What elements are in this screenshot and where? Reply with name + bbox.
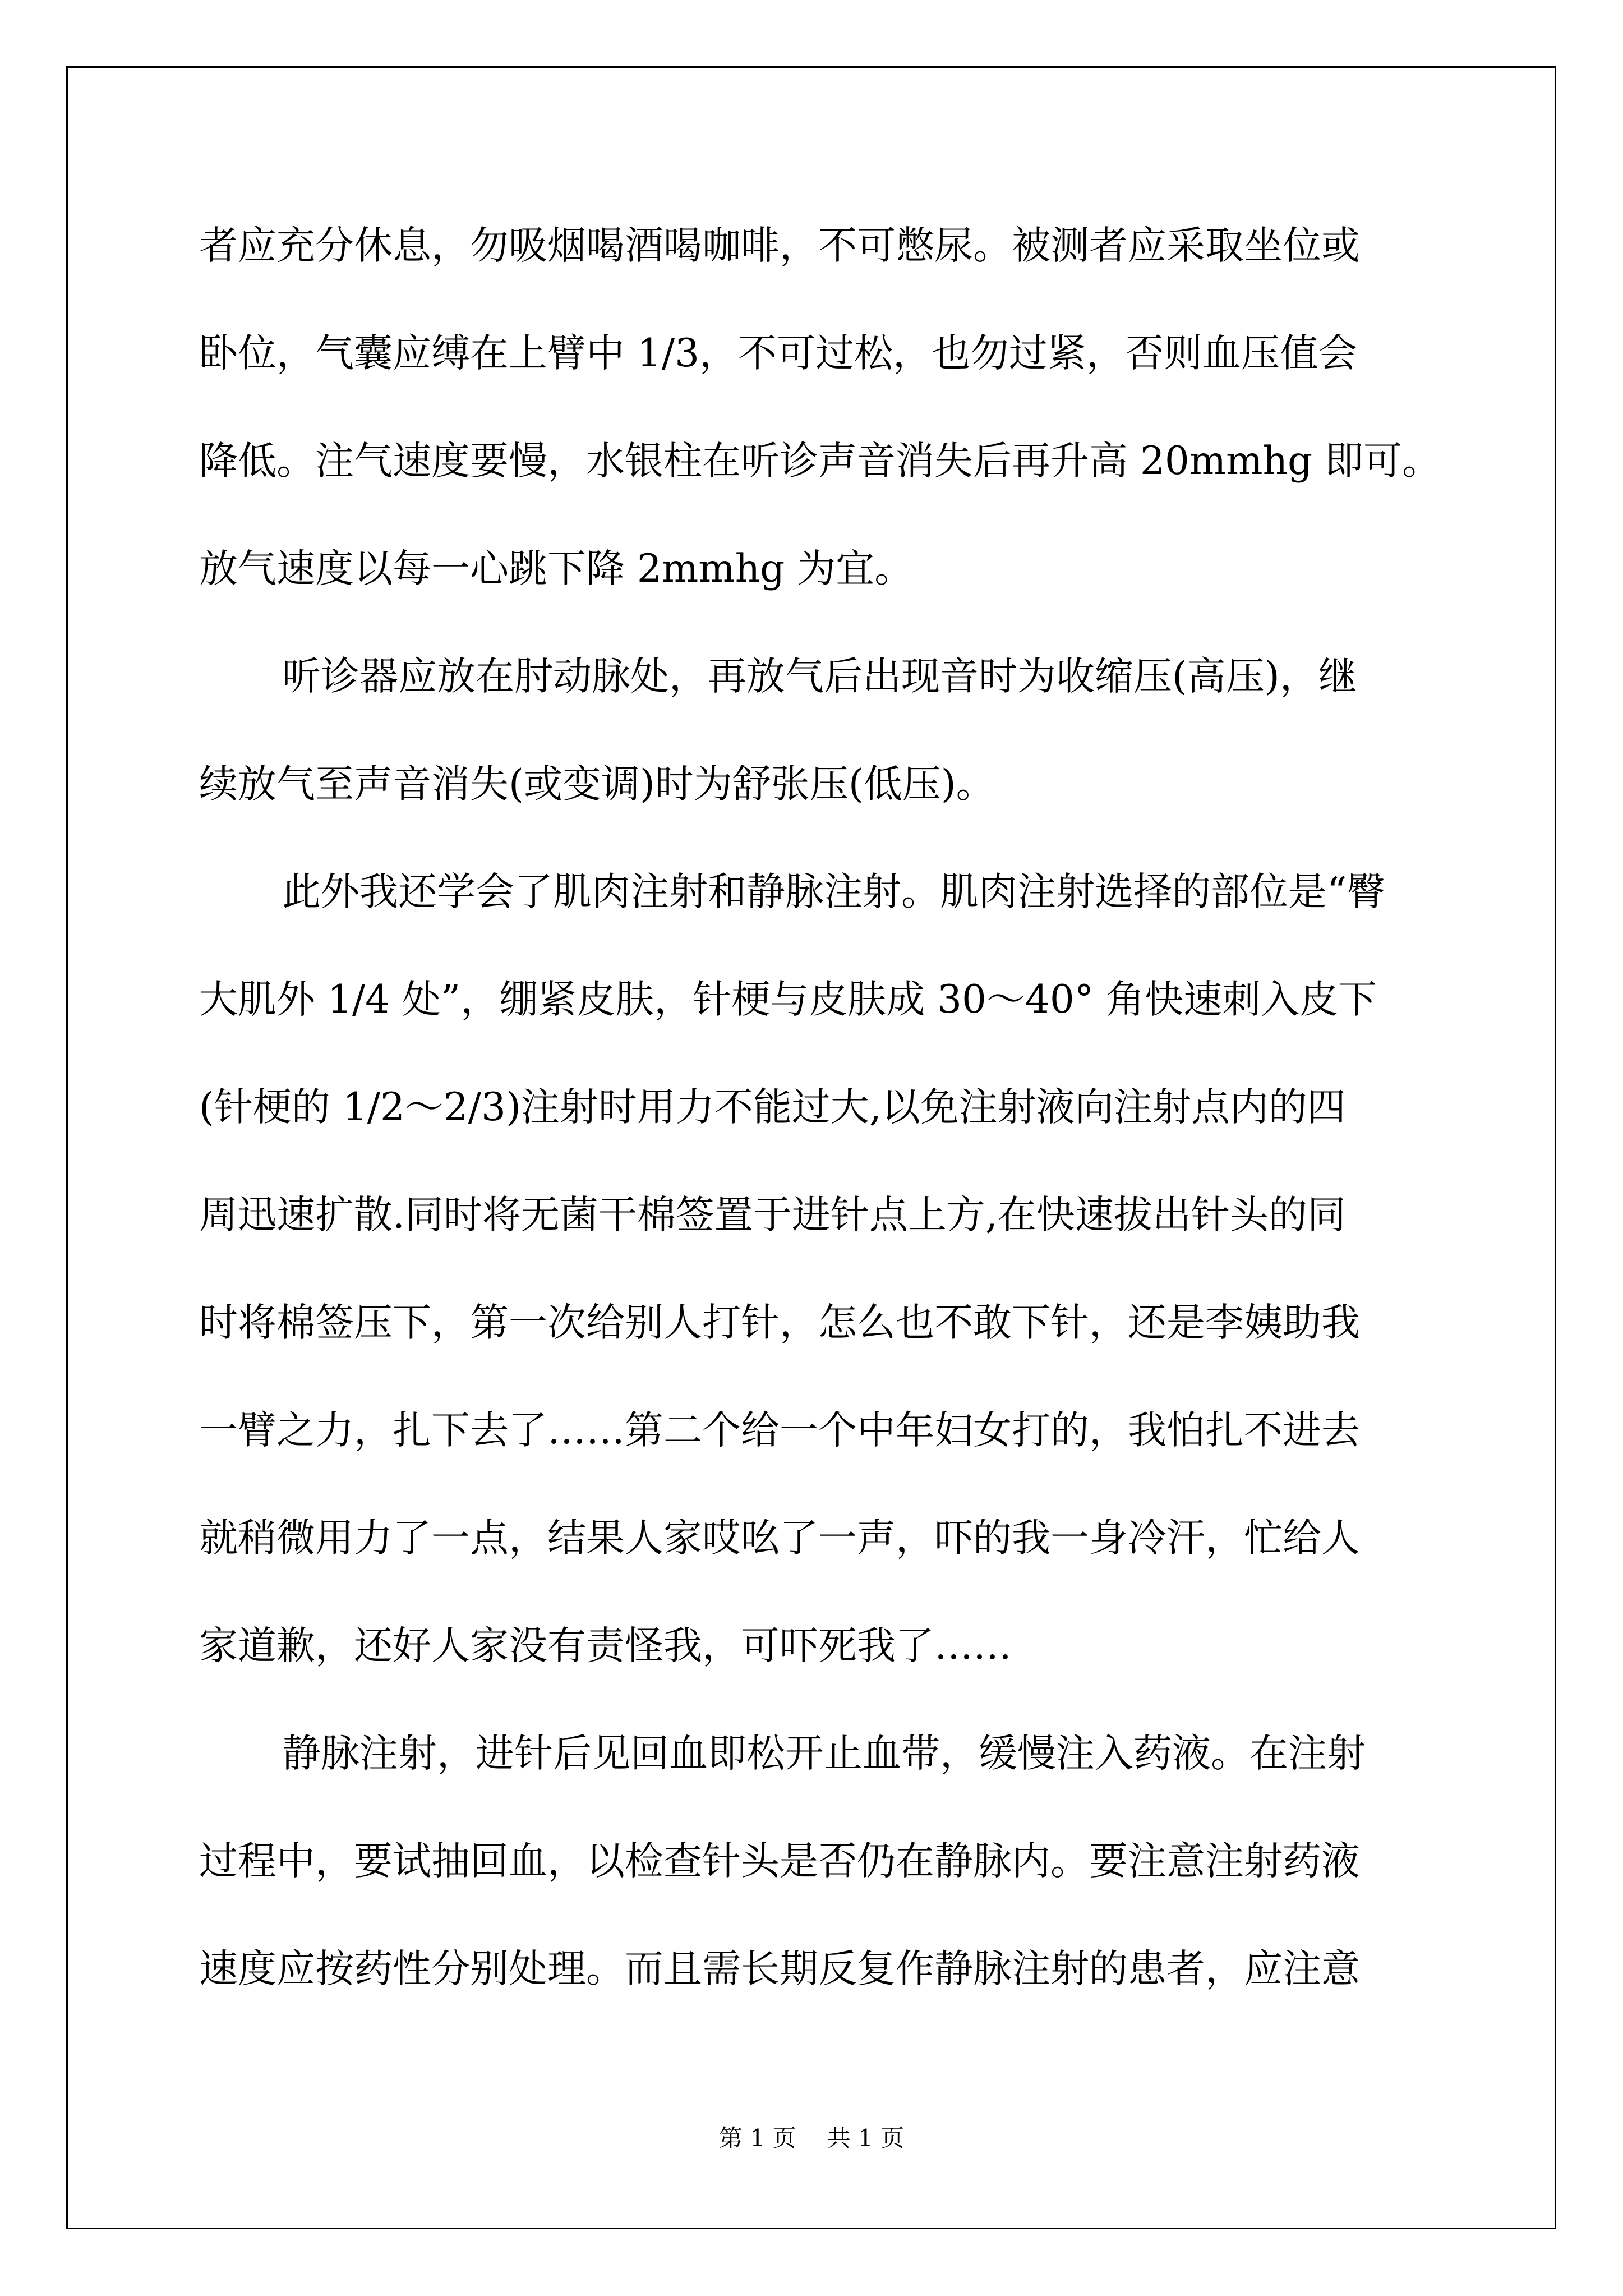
text-line: 听诊器应放在肘动脉处，再放气后出现音时为收缩压(高压)，继 <box>282 654 1357 699</box>
text-line: 大肌外 1/4 处”，绷紧皮肤，针梗与皮肤成 30～40° 角快速刺入皮下 <box>199 977 1377 1022</box>
page-number-footer: 第 1 页 共 1 页 <box>718 2124 905 2152</box>
document-body <box>199 218 1441 2049</box>
text-line: 静脉注射，进针后见回血即松开止血带，缓慢注入药液。在注射 <box>282 1731 1366 1776</box>
text-line: 续放气至声音消失(或变调)时为舒张压(低压)。 <box>199 762 995 807</box>
text-line: 者应充分休息，勿吸烟喝酒喝咖啡，不可憋尿。被测者应采取坐位或 <box>199 223 1360 268</box>
text-line: 过程中，要试抽回血，以检查针头是否仍在静脉内。要注意注射药液 <box>199 1839 1360 1884</box>
text-line: 速度应按药性分别处理。而且需长期反复作静脉注射的患者，应注意 <box>199 1947 1360 1991</box>
text-line: 卧位，气囊应缚在上臂中 1/3，不可过松，也勿过紧，否则血压值会 <box>199 331 1357 376</box>
text-line: 时将棉签压下，第一次给别人打针，怎么也不敢下针，还是李姨助我 <box>199 1300 1360 1345</box>
text-line: 一臂之力，扎下去了……第二个给一个中年妇女打的，我怕扎不进去 <box>199 1408 1360 1453</box>
text-line: 就稍微用力了一点，结果人家哎吆了一声，吓的我一身冷汗，忙给人 <box>199 1516 1360 1561</box>
paragraph-1 <box>199 218 1441 648</box>
text-line: 家道歉，还好人家没有责怪我，可吓死我了…… <box>199 1623 1012 1668</box>
text-line: 周迅速扩散.同时将无菌干棉签置于进针点上方,在快速拔出针头的同 <box>199 1193 1346 1237</box>
text-line: 降低。注气速度要慢，水银柱在听诊声音消失后再升高 20mmhg 即可。 <box>199 439 1441 484</box>
paragraph-4 <box>199 1726 1433 2049</box>
paragraph-2 <box>199 648 1433 864</box>
text-line: (针梗的 1/2～2/3)注射时用力不能过大,以免注射液向注射点内的四 <box>199 1085 1346 1130</box>
text-line: 放气速度以每一心跳下降 2mmhg 为宜。 <box>199 546 914 591</box>
paragraph-3 <box>199 864 1433 1726</box>
text-line: 此外我还学会了肌肉注射和静脉注射。肌肉注射选择的部位是“臀 <box>282 869 1386 914</box>
